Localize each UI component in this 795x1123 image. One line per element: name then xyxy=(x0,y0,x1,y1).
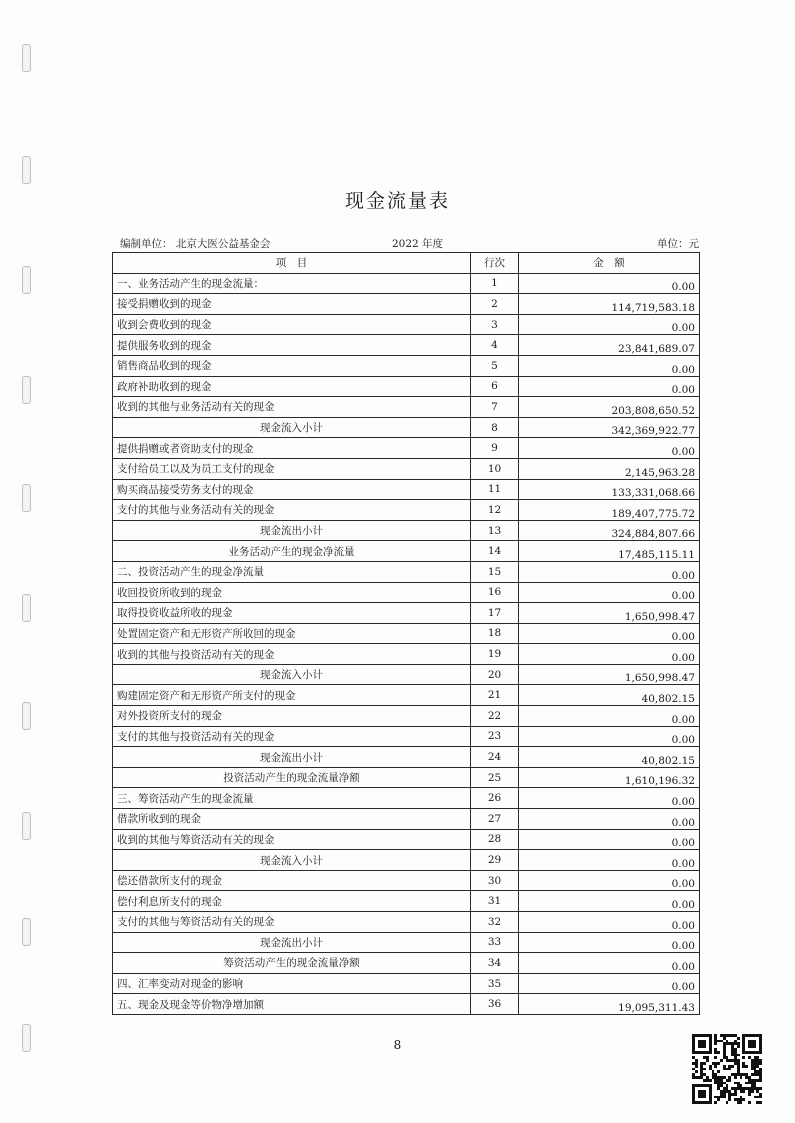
row-item-name: 现金流出小计 xyxy=(113,932,471,953)
row-line-number: 5 xyxy=(471,355,519,376)
row-line-number: 21 xyxy=(471,685,519,706)
row-amount: 0.00 xyxy=(519,644,700,665)
binder-hole-icon xyxy=(22,266,31,294)
table-row xyxy=(113,458,700,479)
row-line-number: 9 xyxy=(471,438,519,459)
row-item-name: 接受捐赠收到的现金 xyxy=(113,294,471,315)
reporting-entity: 编制单位： 北京大医公益基金会 xyxy=(120,238,271,250)
row-item-name: 现金流入小计 xyxy=(113,664,471,685)
row-item-name: 业务活动产生的现金净流量 xyxy=(113,541,471,562)
row-amount: 0.00 xyxy=(519,726,700,747)
row-line-number: 24 xyxy=(471,747,519,768)
binder-hole-icon xyxy=(22,44,31,72)
table-row xyxy=(113,829,700,850)
row-line-number: 2 xyxy=(471,294,519,315)
binder-hole-icon xyxy=(22,594,31,622)
binder-hole-icon xyxy=(22,484,31,512)
row-item-name: 现金流出小计 xyxy=(113,520,471,541)
row-line-number: 3 xyxy=(471,314,519,335)
row-amount: 0.00 xyxy=(519,561,700,582)
table-row xyxy=(113,335,700,356)
row-line-number: 30 xyxy=(471,870,519,891)
table-row xyxy=(113,726,700,747)
row-line-number: 10 xyxy=(471,458,519,479)
table-row xyxy=(113,541,700,562)
currency-unit: 单位：元 xyxy=(657,238,699,250)
row-amount: 23,841,689.07 xyxy=(519,335,700,356)
row-item-name: 四、汇率变动对现金的影响 xyxy=(113,973,471,994)
row-amount: 0.00 xyxy=(519,973,700,994)
row-amount: 203,808,650.52 xyxy=(519,397,700,418)
page-title: 现金流量表 xyxy=(344,190,450,212)
row-item-name: 提供捐赠或者资助支付的现金 xyxy=(113,438,471,459)
row-item-name: 支付的其他与业务活动有关的现金 xyxy=(113,500,471,521)
row-line-number: 16 xyxy=(471,582,519,603)
binder-hole-icon xyxy=(22,376,31,404)
table-row xyxy=(113,603,700,624)
table-row xyxy=(113,273,700,294)
row-amount: 19,095,311.43 xyxy=(519,994,700,1015)
row-line-number: 12 xyxy=(471,500,519,521)
row-line-number: 28 xyxy=(471,829,519,850)
row-amount: 0.00 xyxy=(519,870,700,891)
row-amount: 0.00 xyxy=(519,355,700,376)
table-row xyxy=(113,912,700,933)
row-item-name: 处置固定资产和无形资产所收回的现金 xyxy=(113,623,471,644)
row-amount: 0.00 xyxy=(519,706,700,727)
row-amount: 189,407,775.72 xyxy=(519,500,700,521)
page-number: 8 xyxy=(393,1038,402,1052)
table-row xyxy=(113,355,700,376)
table-row xyxy=(113,747,700,768)
row-line-number: 20 xyxy=(471,664,519,685)
row-item-name: 购买商品接受劳务支付的现金 xyxy=(113,479,471,500)
table-row xyxy=(113,644,700,665)
row-item-name: 支付的其他与筹资活动有关的现金 xyxy=(113,912,471,933)
row-item-name: 收到的其他与投资活动有关的现金 xyxy=(113,644,471,665)
row-line-number: 7 xyxy=(471,397,519,418)
row-line-number: 15 xyxy=(471,561,519,582)
row-item-name: 收到会费收到的现金 xyxy=(113,314,471,335)
row-amount: 40,802.15 xyxy=(519,747,700,768)
table-row xyxy=(113,809,700,830)
row-item-name: 收到的其他与业务活动有关的现金 xyxy=(113,397,471,418)
row-item-name: 投资活动产生的现金流量净额 xyxy=(113,767,471,788)
row-amount: 0.00 xyxy=(519,953,700,974)
binder-hole-icon xyxy=(22,702,31,730)
qr-code-icon xyxy=(692,1034,762,1104)
row-amount: 0.00 xyxy=(519,850,700,871)
row-item-name: 取得投资收益所收的现金 xyxy=(113,603,471,624)
row-amount: 1,650,998.47 xyxy=(519,664,700,685)
row-item-name: 销售商品收到的现金 xyxy=(113,355,471,376)
table-row xyxy=(113,438,700,459)
row-amount: 0.00 xyxy=(519,582,700,603)
table-row xyxy=(113,891,700,912)
table-header-row xyxy=(113,253,700,274)
column-header-line: 行次 xyxy=(471,253,519,274)
table-row xyxy=(113,870,700,891)
row-line-number: 13 xyxy=(471,520,519,541)
row-amount: 342,369,922.77 xyxy=(519,417,700,438)
row-item-name: 现金流入小计 xyxy=(113,417,471,438)
table-row xyxy=(113,788,700,809)
row-line-number: 27 xyxy=(471,809,519,830)
cash-flow-table xyxy=(112,252,700,1015)
row-line-number: 17 xyxy=(471,603,519,624)
row-item-name: 筹资活动产生的现金流量净额 xyxy=(113,953,471,974)
row-line-number: 6 xyxy=(471,376,519,397)
row-amount: 0.00 xyxy=(519,314,700,335)
row-item-name: 三、筹资活动产生的现金流量 xyxy=(113,788,471,809)
row-item-name: 支付的其他与投资活动有关的现金 xyxy=(113,726,471,747)
row-line-number: 8 xyxy=(471,417,519,438)
column-header-item: 项 目 xyxy=(113,253,471,274)
row-amount: 0.00 xyxy=(519,932,700,953)
row-amount: 0.00 xyxy=(519,809,700,830)
table-row xyxy=(113,294,700,315)
table-row xyxy=(113,561,700,582)
row-line-number: 18 xyxy=(471,623,519,644)
row-item-name: 偿付利息所支付的现金 xyxy=(113,891,471,912)
table-row xyxy=(113,994,700,1015)
reporting-period: 2022 年度 xyxy=(392,238,444,250)
row-amount: 0.00 xyxy=(519,273,700,294)
row-item-name: 政府补助收到的现金 xyxy=(113,376,471,397)
row-line-number: 34 xyxy=(471,953,519,974)
row-amount: 1,650,998.47 xyxy=(519,603,700,624)
binder-hole-icon xyxy=(22,918,31,946)
table-row xyxy=(113,932,700,953)
row-line-number: 36 xyxy=(471,994,519,1015)
row-item-name: 对外投资所支付的现金 xyxy=(113,706,471,727)
row-line-number: 25 xyxy=(471,767,519,788)
row-line-number: 32 xyxy=(471,912,519,933)
row-line-number: 19 xyxy=(471,644,519,665)
table-row xyxy=(113,397,700,418)
table-row xyxy=(113,767,700,788)
table-row xyxy=(113,706,700,727)
row-item-name: 购建固定资产和无形资产所支付的现金 xyxy=(113,685,471,706)
row-amount: 324,884,807.66 xyxy=(519,520,700,541)
row-amount: 0.00 xyxy=(519,891,700,912)
row-item-name: 现金流入小计 xyxy=(113,850,471,871)
row-amount: 0.00 xyxy=(519,829,700,850)
row-line-number: 31 xyxy=(471,891,519,912)
row-item-name: 收回投资所收到的现金 xyxy=(113,582,471,603)
row-amount: 0.00 xyxy=(519,788,700,809)
row-amount: 133,331,068.66 xyxy=(519,479,700,500)
table-row xyxy=(113,520,700,541)
table-row xyxy=(113,500,700,521)
row-item-name: 提供服务收到的现金 xyxy=(113,335,471,356)
row-amount: 17,485,115.11 xyxy=(519,541,700,562)
table-row xyxy=(113,417,700,438)
row-line-number: 11 xyxy=(471,479,519,500)
table-row xyxy=(113,582,700,603)
table-row xyxy=(113,664,700,685)
row-item-name: 五、现金及现金等价物净增加额 xyxy=(113,994,471,1015)
table-row xyxy=(113,479,700,500)
row-amount: 0.00 xyxy=(519,912,700,933)
table-row xyxy=(113,376,700,397)
row-amount: 1,610,196.32 xyxy=(519,767,700,788)
row-line-number: 23 xyxy=(471,726,519,747)
row-line-number: 14 xyxy=(471,541,519,562)
row-item-name: 借款所收到的现金 xyxy=(113,809,471,830)
row-amount: 2,145,963.28 xyxy=(519,458,700,479)
row-item-name: 偿还借款所支付的现金 xyxy=(113,870,471,891)
table-row xyxy=(113,685,700,706)
row-item-name: 二、投资活动产生的现金净流量 xyxy=(113,561,471,582)
row-item-name: 支付给员工以及为员工支付的现金 xyxy=(113,458,471,479)
row-item-name: 一、业务活动产生的现金流量： xyxy=(113,273,471,294)
row-line-number: 1 xyxy=(471,273,519,294)
table-row xyxy=(113,973,700,994)
column-header-amount: 金 额 xyxy=(519,253,700,274)
row-amount: 0.00 xyxy=(519,623,700,644)
row-item-name: 现金流出小计 xyxy=(113,747,471,768)
table-row xyxy=(113,314,700,335)
row-line-number: 35 xyxy=(471,973,519,994)
binder-hole-icon xyxy=(22,156,31,184)
row-line-number: 29 xyxy=(471,850,519,871)
binder-hole-icon xyxy=(22,812,31,840)
row-amount: 0.00 xyxy=(519,438,700,459)
table-row xyxy=(113,623,700,644)
row-line-number: 33 xyxy=(471,932,519,953)
table-row xyxy=(113,850,700,871)
row-line-number: 26 xyxy=(471,788,519,809)
row-amount: 114,719,583.18 xyxy=(519,294,700,315)
table-row xyxy=(113,953,700,974)
row-line-number: 4 xyxy=(471,335,519,356)
row-amount: 40,802.15 xyxy=(519,685,700,706)
row-line-number: 22 xyxy=(471,706,519,727)
row-item-name: 收到的其他与筹资活动有关的现金 xyxy=(113,829,471,850)
row-amount: 0.00 xyxy=(519,376,700,397)
